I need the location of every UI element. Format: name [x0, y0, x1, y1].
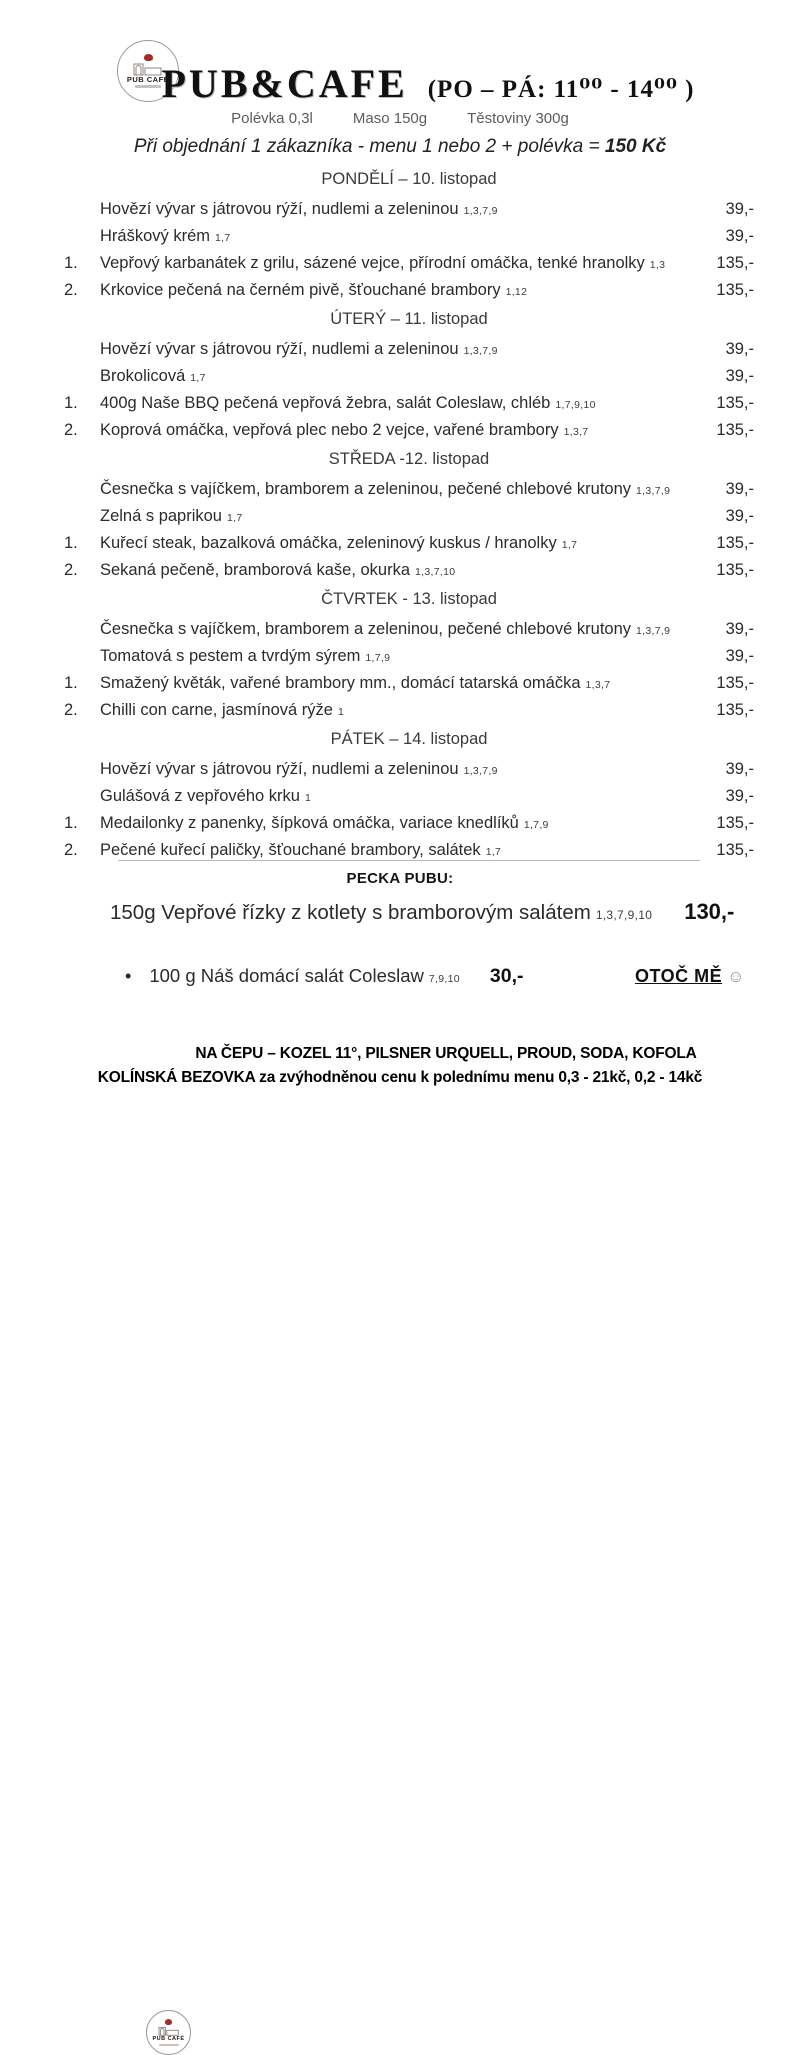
- item-text: Krkovice pečená na černém pivě, šťouchané brambory: [100, 281, 501, 299]
- item-text: Hráškový krém: [100, 227, 211, 245]
- section-divider: [118, 860, 700, 861]
- item-text: Chilli con carne, jasmínová rýže: [100, 701, 333, 719]
- menu-item-row: [64, 250, 754, 277]
- bezovka-line: [0, 1069, 800, 1087]
- item-text: Medailonky z panenky, šípková omáčka, variace knedlíků: [100, 814, 519, 832]
- portion-soup: Polévka 0,3l: [231, 110, 313, 127]
- item-price: 39,-: [725, 507, 754, 525]
- item-allergens: 1,3,7: [585, 679, 611, 691]
- item-allergens: 1,7: [561, 539, 578, 551]
- special-item-allergens: 1,3,7,9,10: [595, 908, 653, 922]
- day-section: [64, 724, 754, 864]
- item-price: 39,-: [725, 340, 754, 358]
- item-text: Sekaná pečeně, bramborová kaše, okurka: [100, 561, 411, 579]
- item-text: 400g Naše BBQ pečená vepřová žebra, salát Coleslaw, chléb: [100, 394, 551, 412]
- item-number: 2.: [64, 841, 78, 859]
- item-number: 2.: [64, 701, 78, 719]
- menu-item-row: [64, 670, 754, 697]
- item-allergens: 1,3,7,9: [463, 345, 498, 357]
- special-item-text: 150g Vepřové řízky z kotlety s bramborovým salátem: [110, 901, 591, 924]
- item-allergens: 1,3,7,9: [463, 205, 498, 217]
- item-allergens: 1: [337, 706, 345, 718]
- item-number: [64, 336, 100, 363]
- menu-item-row: [64, 697, 754, 724]
- item-allergens: 1,7: [485, 846, 502, 858]
- item-number: [64, 643, 100, 670]
- day-items: [64, 336, 754, 444]
- menu-item-row: [64, 530, 754, 557]
- item-text: Koprová omáčka, vepřová plec nebo 2 vejce, vařené brambory: [100, 421, 559, 439]
- menu-item-row: [64, 336, 754, 363]
- item-text: Gulášová z vepřového krku: [100, 787, 300, 805]
- menu-days: [64, 164, 754, 864]
- bezovka-brand: KOLÍNSKÁ BEZOVKA: [97, 1069, 256, 1086]
- day-section: [64, 164, 754, 304]
- building-icon: [158, 2026, 180, 2036]
- pub-cafe-logo-small: [146, 2010, 191, 2055]
- menu-item-row: [64, 557, 754, 584]
- item-number: [64, 476, 100, 503]
- day-section: [64, 304, 754, 444]
- item-number: 1.: [64, 674, 78, 692]
- on-tap-line: NA ČEPU – KOZEL 11°, PILSNER URQUELL, PROUD, SODA, KOFOLA: [195, 1045, 697, 1062]
- logo-brand-text: PUB CAFÉ: [126, 74, 170, 84]
- item-text: Česnečka s vajíčkem, bramborem a zeleninou, pečené chlebové krutony: [100, 620, 632, 638]
- item-price: 39,-: [725, 227, 754, 245]
- item-number: 1.: [64, 814, 78, 832]
- item-allergens: 1,7: [190, 372, 206, 384]
- item-price: 135,-: [716, 421, 754, 439]
- item-allergens: 1,7: [215, 232, 231, 244]
- day-title: ÚTERÝ – 11. listopad: [330, 310, 488, 328]
- promo-line: [0, 136, 800, 158]
- item-price: 135,-: [716, 814, 754, 832]
- item-allergens: 1,7: [227, 512, 243, 524]
- menu-item-row: [64, 476, 754, 503]
- special-item-row: [110, 899, 800, 925]
- menu-item-row: [64, 643, 754, 670]
- item-text: Vepřový karbanátek z grilu, sázené vejce, přírodní omáčka, tenké hranolky: [100, 254, 645, 272]
- item-number: 1.: [64, 254, 78, 272]
- item-number: 2.: [64, 421, 78, 439]
- header: [28, 60, 800, 107]
- opening-hours: (PO – PÁ: 11⁰⁰ - 14⁰⁰ ): [427, 76, 695, 103]
- item-allergens: 1: [304, 792, 312, 804]
- day-title: ČTVRTEK - 13. listopad: [321, 590, 497, 608]
- item-text: Pečené kuřecí paličky, šťouchané brambory, salátek: [100, 841, 481, 859]
- portion-meat: Maso 150g: [352, 110, 428, 127]
- item-price: 135,-: [716, 841, 754, 859]
- item-price: 135,-: [716, 561, 754, 579]
- item-text: Hovězí vývar s játrovou rýží, nudlemi a zeleninou: [100, 200, 459, 218]
- promo-text: Při objednání 1 zákazníka - menu 1 nebo 2 + polévka =: [133, 136, 605, 157]
- item-number: [64, 363, 100, 390]
- day-title: STŘEDA -12. listopad: [328, 450, 490, 468]
- bullet-icon: •: [125, 966, 132, 986]
- portion-sizes: [0, 110, 800, 127]
- item-allergens: 1,3,7,10: [415, 566, 456, 578]
- special-section: [0, 860, 800, 988]
- item-allergens: 1,3,7,9: [636, 485, 671, 497]
- item-allergens: 1,7,9: [365, 652, 391, 664]
- day-items: [64, 196, 754, 304]
- item-number: [64, 783, 100, 810]
- item-allergens: 1,3,7,9: [636, 625, 671, 637]
- menu-item-row: [64, 277, 754, 304]
- item-price: 135,-: [716, 701, 754, 719]
- item-number: [64, 223, 100, 250]
- item-allergens: 1,7,9: [523, 819, 549, 831]
- menu-item-row: [64, 783, 754, 810]
- menu-item-row: [64, 810, 754, 837]
- menu-item-row: [64, 390, 754, 417]
- item-price: 39,-: [725, 787, 754, 805]
- item-number: 1.: [64, 534, 78, 552]
- item-allergens: 1,3,7,9: [463, 765, 498, 777]
- bezovka-rest: za zvýhodněnou cenu k polednímu menu 0,3 - 21kč, 0,2 - 14kč: [255, 1069, 703, 1086]
- day-items: [64, 476, 754, 584]
- side-item-price: 30,-: [489, 965, 524, 987]
- turn-me-note: [635, 966, 745, 987]
- item-price: 135,-: [716, 281, 754, 299]
- item-text: Hovězí vývar s játrovou rýží, nudlemi a zeleninou: [100, 340, 459, 358]
- item-text: Brokolicová: [100, 367, 186, 385]
- day-title: PONDĚLÍ – 10. listopad: [321, 170, 497, 188]
- menu-item-row: [64, 196, 754, 223]
- side-item-row: [125, 965, 745, 988]
- item-allergens: 1,7,9,10: [555, 399, 596, 411]
- item-number: 2.: [64, 281, 78, 299]
- item-price: 135,-: [716, 674, 754, 692]
- item-number: [64, 756, 100, 783]
- special-title: PECKA PUBU:: [346, 870, 454, 887]
- item-price: 135,-: [716, 254, 754, 272]
- day-items: [64, 616, 754, 724]
- item-number: 1.: [64, 394, 78, 412]
- portion-pasta: Těstoviny 300g: [467, 110, 569, 127]
- item-allergens: 1,3: [649, 259, 666, 271]
- item-number: 2.: [64, 561, 78, 579]
- item-text: Tomatová s pestem a tvrdým sýrem: [100, 647, 361, 665]
- day-items: [64, 756, 754, 864]
- menu-item-row: [64, 417, 754, 444]
- item-price: 135,-: [716, 394, 754, 412]
- item-text: Zelná s paprikou: [100, 507, 222, 525]
- item-price: 39,-: [725, 367, 754, 385]
- side-item-text: 100 g Náš domácí salát Coleslaw: [149, 965, 424, 986]
- item-price: 39,-: [725, 480, 754, 498]
- item-price: 39,-: [725, 200, 754, 218]
- item-price: 135,-: [716, 534, 754, 552]
- menu-item-row: [64, 616, 754, 643]
- day-section: [64, 584, 754, 724]
- menu-item-row: [64, 363, 754, 390]
- rose-icon: [165, 2019, 172, 2025]
- side-item-allergens: 7,9,10: [428, 973, 460, 985]
- item-price: 39,-: [725, 620, 754, 638]
- promo-price: 150 Kč: [604, 136, 667, 157]
- menu-item-row: [64, 503, 754, 530]
- item-number: [64, 616, 100, 643]
- item-text: Smažený květák, vařené brambory mm., domácí tatarská omáčka: [100, 674, 581, 692]
- item-text: Hovězí vývar s játrovou rýží, nudlemi a zeleninou: [100, 760, 459, 778]
- special-item-price: 130,-: [684, 899, 735, 924]
- logo-subtext-placeholder: [159, 2044, 179, 2046]
- item-number: [64, 503, 100, 530]
- smiley-icon: ☺: [727, 967, 745, 986]
- day-title: PÁTEK – 14. listopad: [330, 730, 488, 748]
- item-price: 39,-: [725, 647, 754, 665]
- item-allergens: 1,12: [505, 286, 528, 298]
- item-allergens: 1,3,7: [563, 426, 589, 438]
- menu-item-row: [64, 756, 754, 783]
- item-text: Česnečka s vajíčkem, bramborem a zeleninou, pečené chlebové krutony: [100, 480, 632, 498]
- day-section: [64, 444, 754, 584]
- logo-brand-text: PUB CAFÉ: [152, 2036, 185, 2043]
- page-title: PUB&CAFE: [161, 61, 408, 106]
- item-number: [64, 196, 100, 223]
- item-text: Kuřecí steak, bazalková omáčka, zeleninový kuskus / hranolky: [100, 534, 557, 552]
- turn-me-label: OTOČ MĚ: [634, 966, 723, 986]
- item-price: 39,-: [725, 760, 754, 778]
- menu-item-row: [64, 223, 754, 250]
